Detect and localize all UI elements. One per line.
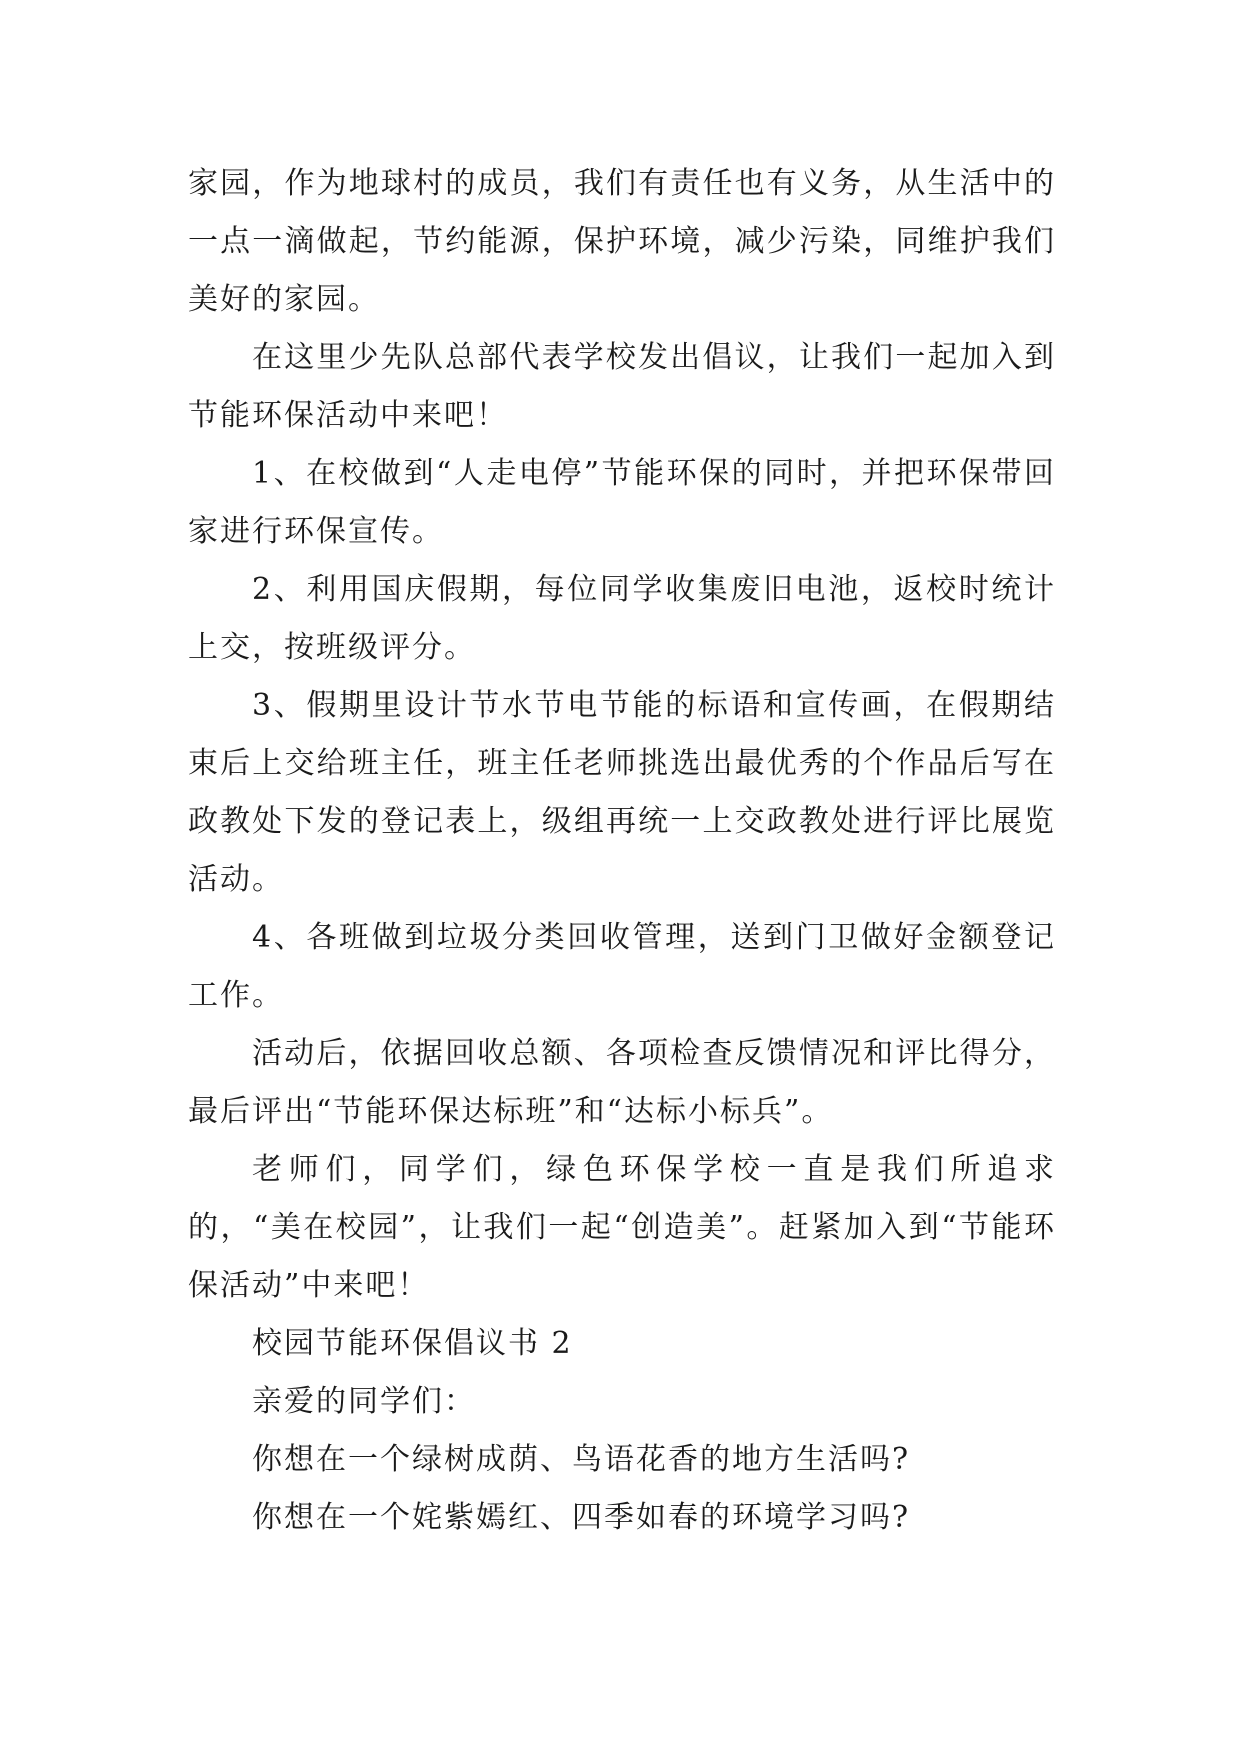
paragraph-continuation: 家园，作为地球村的成员，我们有责任也有义务，从生活中的一点一滴做起，节约能源，保护环境，减少污染，同维护我们美好的家园。 (188, 166, 1056, 317)
section-heading: 校园节能环保倡议书 2 (252, 1326, 573, 1361)
paragraph-item-1: 1、在校做到“人走电停”节能环保的同时，并把环保带回家进行环保宣传。 (188, 456, 1056, 549)
paragraph-item-2: 2、利用国庆假期，每位同学收集废旧电池，返校时统计上交，按班级评分。 (188, 572, 1056, 665)
paragraph-item-4: 4、各班做到垃圾分类回收管理，送到门卫做好金额登记工作。 (188, 920, 1056, 1013)
salutation: 亲爱的同学们： (252, 1384, 476, 1419)
question-1: 你想在一个绿树成荫、鸟语花香的地方生活吗? (252, 1442, 911, 1477)
document-body (188, 155, 1056, 1547)
question-2: 你想在一个姹紫嫣红、四季如春的环境学习吗? (252, 1500, 911, 1535)
paragraph-item-3: 3、假期里设计节水节电节能的标语和宣传画，在假期结束后上交给班主任，班主任老师挑选出最优秀的个作品后写在政教处下发的登记表上，级组再统一上交政教处进行评比展览活动。 (188, 688, 1056, 897)
paragraph-proposal-intro: 在这里少先队总部代表学校发出倡议，让我们一起加入到节能环保活动中来吧！ (188, 340, 1056, 433)
paragraph-evaluation: 活动后，依据回收总额、各项检查反馈情况和评比得分，最后评出“节能环保达标班”和“达标小标兵”。 (188, 1036, 1056, 1129)
paragraph-closing: 老师们，同学们，绿色环保学校一直是我们所追求的，“美在校园”，让我们一起“创造美”。赶紧加入到“节能环保活动”中来吧！ (188, 1152, 1056, 1303)
